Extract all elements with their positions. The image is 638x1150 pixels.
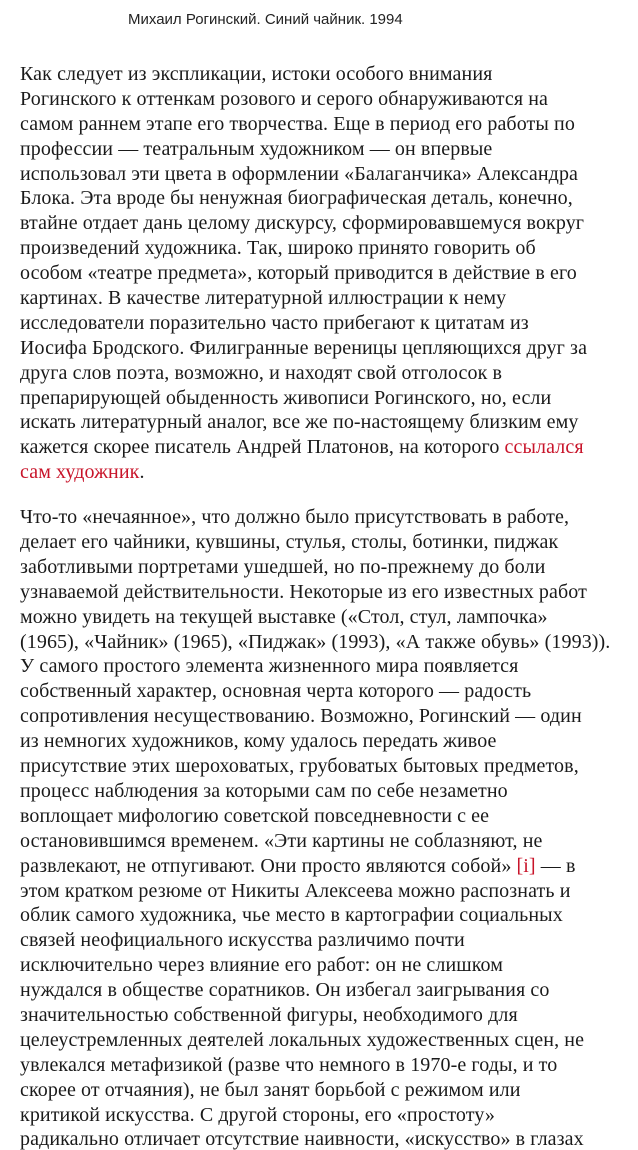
text-line <box>20 62 620 87</box>
text-line <box>20 311 620 336</box>
article-body <box>0 29 638 1150</box>
text-line <box>20 361 620 386</box>
text-segment: — в <box>535 854 576 877</box>
text-line <box>20 580 620 605</box>
text-line <box>20 978 620 1003</box>
text-line <box>20 530 620 555</box>
text-segment: заботливыми портретами ушедшей, но по-прежнему до боли <box>20 555 546 578</box>
text-line <box>20 754 620 779</box>
text-line <box>20 261 620 286</box>
text-segment: самом раннем этапе его творчества. Еще в период его работы по <box>20 112 575 135</box>
text-line <box>20 236 620 261</box>
text-line <box>20 386 620 411</box>
text-segment: радикально отличает отсутствие наивности, «искусство» в глазах <box>20 1128 584 1150</box>
text-segment: развлекают, не отпугивают. Они просто являются собой» <box>20 854 517 877</box>
text-line <box>20 829 620 854</box>
text-segment: друга слов поэта, возможно, и находят свой отголосок в <box>20 361 503 384</box>
text-line <box>20 336 620 361</box>
text-line <box>20 435 620 460</box>
text-line <box>20 953 620 978</box>
text-line <box>20 679 620 704</box>
text-segment: Как следует из экспликации, истоки особого внимания <box>20 63 493 85</box>
text-segment: значительностью собственной фигуры, необходимого для <box>20 1003 518 1026</box>
text-line <box>20 162 620 187</box>
text-segment: (1965), «Чайник» (1965), «Пиджак» (1993), «А также обувь» (1993)). <box>20 630 611 653</box>
text-segment: Что-то «нечаянное», что должно было присутствовать в работе, <box>20 506 570 529</box>
text-segment: скорее от отчаяния), не был занят борьбой с режимом или <box>20 1078 521 1101</box>
text-segment: У самого простого элемента жизненного мира появляется <box>20 655 519 678</box>
text-line <box>20 779 620 804</box>
text-line <box>20 630 620 655</box>
text-segment: профессии — театральным художником — он впервые <box>20 137 493 160</box>
text-line <box>20 505 620 530</box>
text-segment: Рогинского к оттенкам розового и серого обнаруживаются на <box>20 87 549 110</box>
text-segment: картинах. В качестве литературной иллюстрации к нему <box>20 287 507 310</box>
artwork-caption: Михаил Рогинский. Синий чайник. 1994 <box>128 11 403 28</box>
text-line <box>20 1103 620 1128</box>
text-line <box>20 1003 620 1028</box>
text-line <box>20 928 620 953</box>
text-line <box>20 879 620 904</box>
text-segment: втайне отдает дань целому дискурсу, сформировавшемуся вокруг <box>20 212 585 235</box>
text-line <box>20 1127 620 1150</box>
text-line <box>20 1053 620 1078</box>
text-segment: Блока. Эта вроде бы ненужная биографическая деталь, конечно, <box>20 187 573 210</box>
text-segment: облик самого художника, чье место в картографии социальных <box>20 904 563 927</box>
text-line <box>20 854 620 879</box>
text-line <box>20 555 620 580</box>
text-line <box>20 729 620 754</box>
inline-link[interactable]: ссылался <box>504 436 584 459</box>
text-segment: присутствие этих шероховатых, грубоватых бытовых предметов, <box>20 755 579 778</box>
text-segment: из немногих художников, кому удалось передать живое <box>20 730 497 753</box>
text-line <box>20 112 620 137</box>
footnote-ref-link[interactable]: [i] <box>516 854 536 877</box>
text-segment: делает его чайники, кувшины, стулья, столы, ботинки, пиджак <box>20 531 559 554</box>
text-segment: кажется скорее писатель Андрей Платонов, на которого <box>20 436 505 459</box>
text-segment: целеустремленных деятелей локальных художественных сцен, не <box>20 1028 585 1051</box>
text-segment: процесс наблюдения за которыми сам по себе незаметно <box>20 779 508 802</box>
text-line <box>20 1028 620 1053</box>
text-segment: этом кратком резюме от Никиты Алексеева можно распознать и <box>20 879 571 902</box>
text-segment: исключительно через влияние его работ: он не слишком <box>20 954 504 977</box>
text-segment: можно увидеть на текущей выставке («Стол, стул, лампочка» <box>20 605 548 628</box>
text-segment: увлекался метафизикой (разве что немного в 1970-е годы, и то <box>20 1053 558 1076</box>
paragraph <box>20 62 620 485</box>
text-segment: использовал эти цвета в оформлении «Балаганчика» Александра <box>20 162 579 185</box>
text-segment: критикой искусства. С другой стороны, его «простоту» <box>20 1103 496 1126</box>
text-line <box>20 704 620 729</box>
text-segment: особом «театре предмета», который приводится в действие в его <box>20 262 577 285</box>
text-line <box>20 804 620 829</box>
text-segment: Иосифа Бродского. Филигранные вереницы цепляющихся друг за <box>20 336 588 359</box>
text-segment: связей неофициального искусства различимо почти <box>20 929 465 952</box>
text-segment: собственный характер, основная черта которого — радость <box>20 680 532 703</box>
text-line <box>20 137 620 162</box>
text-line <box>20 605 620 630</box>
text-line <box>20 460 620 485</box>
text-segment: исследователи поразительно часто прибегают к цитатам из <box>20 311 529 334</box>
text-line <box>20 87 620 112</box>
inline-link[interactable]: сам художник <box>20 461 140 484</box>
text-segment: произведений художника. Так, широко принято говорить об <box>20 237 536 260</box>
text-segment: воплощает мифологию советской повседневности с ее <box>20 804 490 827</box>
text-segment: нуждался в обществе соратников. Он избегал заигрывания со <box>20 979 550 1002</box>
paragraph <box>20 505 620 1150</box>
text-line <box>20 286 620 311</box>
text-segment: . <box>139 461 145 484</box>
text-segment: узнаваемой действительности. Некоторые из его известных работ <box>20 580 587 603</box>
text-line <box>20 654 620 679</box>
text-line <box>20 186 620 211</box>
text-segment: препарирующей обыденность живописи Рогинского, но, если <box>20 386 552 409</box>
text-line <box>20 211 620 236</box>
text-line <box>20 1078 620 1103</box>
text-segment: остановившимся временем. «Эти картины не соблазняют, не <box>20 829 543 852</box>
text-line <box>20 903 620 928</box>
text-segment: искать литературный аналог, все же по-настоящему близким ему <box>20 411 579 434</box>
text-line <box>20 410 620 435</box>
text-segment: сопротивления несуществованию. Возможно, Рогинский — один <box>20 705 582 728</box>
